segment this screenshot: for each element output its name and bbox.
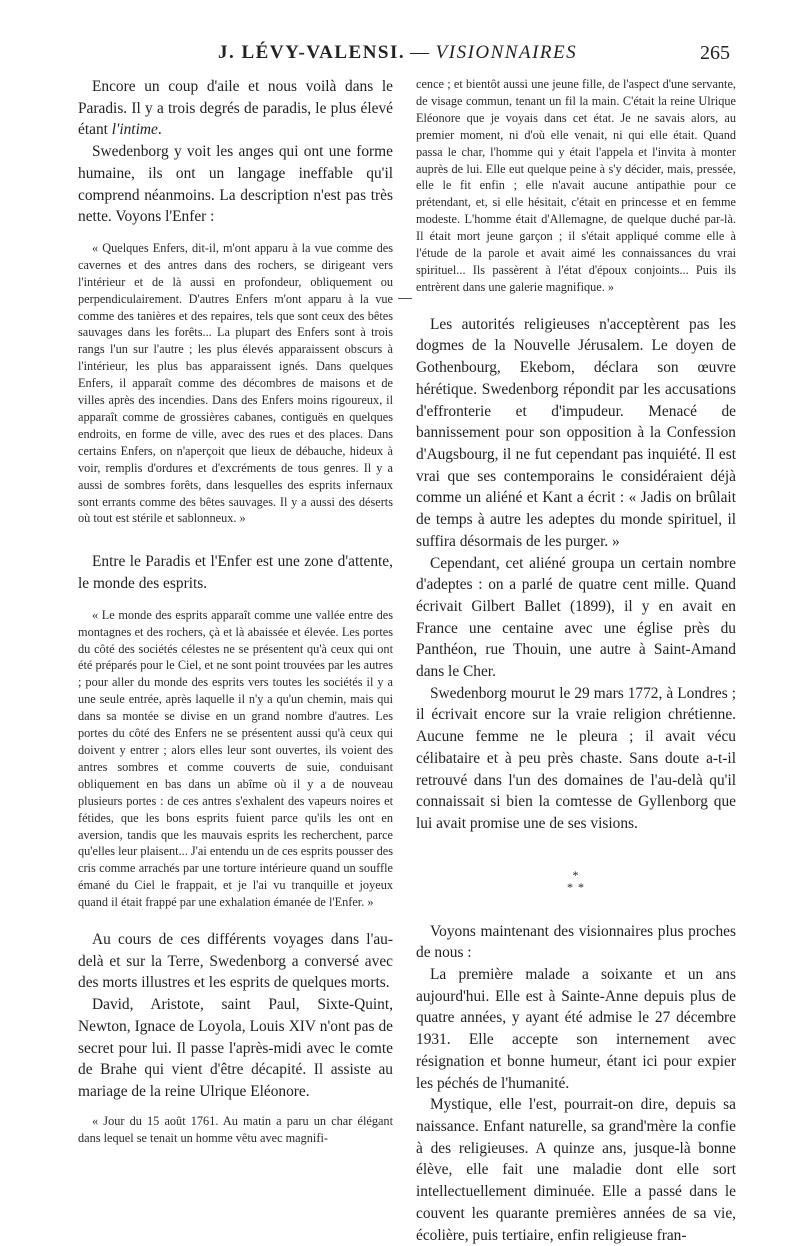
- paragraph-adeptes: Cependant, cet aliéné groupa un certain nombre d'adeptes : on a parlé de quatre cent mille. Quand écrivait Gilbert Ballet (1899), il y en avait en France une centaine avec une église près du Panthéon, rue Thouin, une autre à Saint-Amand dans le Cher.: [416, 554, 736, 681]
- running-title-subject: VISIONNAIRES: [435, 42, 578, 63]
- paragraph-paradise-text: Encore un coup d'aile et nous voilà dans le Paradis. Il y a trois degrés de paradis, le plus élevé étant: [78, 78, 393, 139]
- asterism-top: *: [572, 867, 580, 882]
- paragraph-mystique: Mystique, elle l'est, pourrait-on dire, depuis sa naissance. Enfant naturelle, sa grand'mère la confie à des religieuses. A quinze ans, jusque-là bonne élève, elle fait une maladie dont elle sort intellectuellement diminuée. Elle a passé dans le couvent les quarante premières années de sa vie, écolière, puis tertiaire, enfin religieuse fran-: [416, 1096, 736, 1244]
- paragraph-mort-swedenborg: Swedenborg mourut le 29 mars 1772, à Londres ; il écrivait encore sur la vraie religion chrétienne. Aucune femme ne le pleura ; il avait vécu célibataire et à peu près chaste. Sans doute a-t-il retrouvé dans l'un des domaines de l'au-delà qu'il connaissait si bien la comtesse de Gyllenborg que lui avait promise une de ses visions.: [416, 684, 736, 832]
- quote-reine-ulrique-start: « Jour du 15 août 1761. Au matin a paru un char élégant dans lequel se tenait un homme vêtu avec magnifi-: [78, 1113, 393, 1145]
- quote-reine-ulrique-continued: cence ; et bientôt aussi une jeune fille, de l'aspect d'une servante, de visage commun, tenant un fil la main. C'était la reine Ulrique Eléonore que je voyais dans cet état. Je ne savais alors, au premier moment, ni d'où elle venait, ni qui elle était. Quand passa le char, l'homme qui y était l'appela et l'invita à monter auprès de lui. Elle eut quelque peine à s'y décider, mais, pressée, elle le fit enfin ; elle n'avait aucune antipathie pour ce prétendant, et, si elle hésitait, c'était en princesse et en femme modeste. L'homme était d'Allemagne, de quelque duché par-là. Il était mort jeune garçon ; il s'était appliqué comme elle à l'étude de la parole et avait aimé les connaissances du vrai spirituel... Ils passèrent à l'état d'époux conjoints... Puis ils entrèrent dans une galerie magnifique. »: [416, 77, 736, 294]
- paragraph-autorites-religieuses: Les autorités religieuses n'acceptèrent pas les dogmes de la Nouvelle Jérusalem. Le doyen de Gothenbourg, Ekebom, déclara son œuvre hérétique. Swedenborg répondit par les accusations d'effronterie et d'impudeur. Menacé de bannissement pour son opposition à la Confession d'Augsbourg, il ne fut cependant pas inquiété. Il est vrai que ses contemporains le considéraient déjà comme un aliéné et Kant a écrit : « Jadis on brûlait de temps à autre les adeptes du monde spirituel, il suffira désormais de les purger. »: [416, 315, 736, 550]
- page-number: 265: [700, 42, 730, 64]
- asterism-bottom: * *: [567, 879, 585, 894]
- paragraph-visionnaires-proches: Voyons maintenant des visionnaires plus proches de nous :: [416, 922, 736, 962]
- running-title: [218, 42, 577, 64]
- quote-enfers: « Quelques Enfers, dit-il, m'ont apparu à la vue comme des cavernes et des antres dans des rochers, se dirigeant vers l'intérieur et de là aussi en profondeur, obliquement ou perpendiculairement. D'autres Enfers m'ont apparu à la vue comme des tanières et des repaires, tels que sont ceux des bêtes sauvages dans les forêts... La plupart des Enfers sont à trois rangs l'un sur l'autre ; les plus élevés apparaissent obscurs à l'intérieur, les plus bas apparaissent ignés. Dans quelques Enfers, il apparaît comme des décombres de maisons et de villes après des incendies. Dans des Enfers moins rigoureux, il apparaît comme de grossières cabanes, contiguës en quelques endroits, en forme de ville, avec des rues et des places. Dans certains Enfers, on n'aperçoit que lieux de débauche, hideux à voir, remplis d'ordures et d'excréments de tous genres. Il y a aussi de sombres forêts, dans lesquelles des esprits infernaux sont errants comme des bêtes sauvages. Il y a aussi des déserts où tout est stérile et sablonneux. »: [78, 240, 393, 526]
- running-title-author: J. LÉVY-VALENSI.: [218, 42, 406, 63]
- paragraph-morts-illustres: David, Aristote, saint Paul, Sixte-Quint, Newton, Ignace de Loyola, Louis XIV n'ont pas de secret pour lui. Il passe l'après-midi avec le comte de Brahe qui vient d'être décapité. Il assiste au mariage de la reine Ulrique Eléonore.: [78, 996, 393, 1100]
- paragraph-premiere-malade: La première malade a soixante et un ans aujourd'hui. Elle est à Sainte-Anne depuis plus de quatre années, y ayant été admise le 27 décembre 1931. Elle accepte son internement avec résignation et bonne humeur, étant ici pour expier les péchés de l'humanité.: [416, 966, 736, 1092]
- paragraph-paradise-end: .: [157, 121, 162, 139]
- right-column: [416, 76, 736, 1246]
- paragraph-voyages: Au cours de ces différents voyages dans l'au-delà et sur la Terre, Swedenborg a conversé avec des morts illustres et les esprits de quelques morts.: [78, 931, 393, 992]
- left-column: [78, 76, 393, 1146]
- quote-monde-des-esprits: « Le monde des esprits apparaît comme une vallée entre des montagnes et des rochers, çà et là abaissée et élevée. Les portes du côté des sociétés célestes ne se présentent qu'à ceux qui ont été préparés pour le Ciel, et ne sont point trouvées par les autres ; pour aller du monde des esprits vers toutes les sociétés il y a une seule entrée, après laquelle il n'y a qu'un chemin, mais qui dans sa montée se divise en un grand nombre d'autres. Les portes du côté des Enfers ne se présentent aussi qu'à ceux qui doivent y entrer ; alors elles leur sont ouvertes, ils voient des antres sombres et comme couverts de suie, conduisant obliquement en bas dans un abîme où il y a de nouveau plusieurs portes : de ces antres s'exhalent des vapeurs noires et fétides, que les bons esprits fuient parce qu'ils les ont en aversion, tandis que les mauvais esprits les recherchent, parce qu'elles leur plaisent... J'ai entendu un de ces esprits pousser des cris comme arrachés par une torture intérieure quand un souffle émané du Ciel le frappait, et je l'ai vu tranquille et joyeux quand il était frappé par une exhalation émanée de l'Enfer. »: [78, 607, 393, 910]
- section-asterism: [416, 869, 736, 893]
- paragraph-monde-des-esprits: Entre le Paradis et l'Enfer est une zone d'attente, le monde des esprits.: [78, 553, 393, 593]
- column-divider-rule: [398, 298, 412, 299]
- running-title-separator: —: [410, 42, 431, 63]
- paragraph-paradise: [78, 76, 393, 141]
- page-header: [0, 42, 800, 72]
- paragraph-angels: Swedenborg y voit les anges qui ont une forme humaine, ils ont un langage ineffable qu'il comprend néanmoins. La description n'est pas très nette. Voyons l'Enfer :: [78, 143, 393, 226]
- paragraph-paradise-italic: l'intime: [111, 121, 158, 139]
